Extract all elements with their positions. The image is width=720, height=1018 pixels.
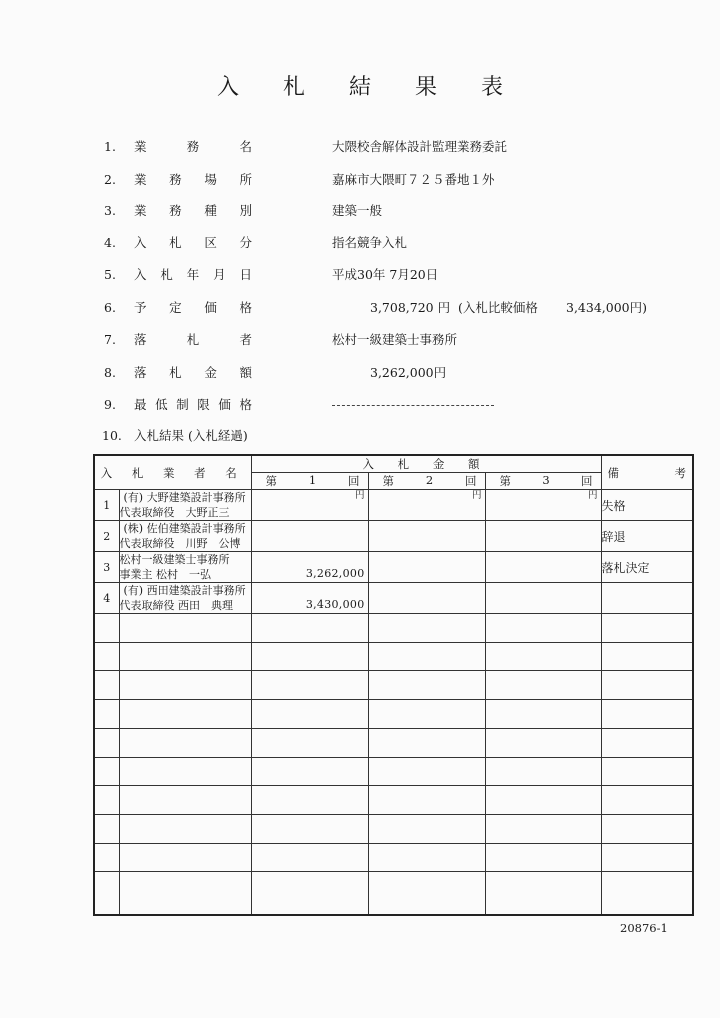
item-label: 落 札 者 bbox=[134, 332, 252, 347]
item-number: 1. bbox=[104, 139, 116, 154]
title-char: 結 bbox=[348, 75, 371, 100]
row-number: 2 bbox=[94, 521, 119, 552]
item-business-name bbox=[0, 137, 720, 157]
item-value: 嘉麻市大隈町７２５番地１外 bbox=[332, 172, 495, 187]
empty-row bbox=[94, 700, 693, 729]
header-round-3: 第 3 回 bbox=[485, 473, 601, 490]
item-value: 大隈校舎解体設計監理業務委託 bbox=[332, 139, 508, 154]
remark: 落札決定 bbox=[601, 552, 693, 583]
document-number: 20876-1 bbox=[620, 921, 668, 935]
item-label: 落 札 金 額 bbox=[134, 365, 252, 380]
item-number: 8. bbox=[104, 365, 116, 380]
empty-row bbox=[94, 614, 693, 643]
empty-row bbox=[94, 843, 693, 872]
item-bid-date bbox=[0, 265, 720, 285]
item-planned-price bbox=[0, 298, 720, 318]
row-number: 4 bbox=[94, 583, 119, 614]
row-number: 1 bbox=[94, 490, 119, 521]
bid-round-3 bbox=[485, 521, 601, 552]
header-round-1: 第 1 回 bbox=[251, 473, 368, 490]
comparison-price-label: (入札比較価格 bbox=[458, 300, 538, 315]
item-label: 業 務 種 別 bbox=[134, 203, 252, 218]
comparison-price-value: 3,434,000円) bbox=[566, 300, 647, 315]
item-label: 入札結果 (入札経過) bbox=[134, 428, 248, 443]
item-number: 2. bbox=[104, 172, 116, 187]
item-value: 指名競争入札 bbox=[332, 235, 408, 250]
item-business-type bbox=[0, 201, 720, 221]
table-row bbox=[94, 583, 693, 614]
item-number: 7. bbox=[104, 332, 116, 347]
item-value: 3,708,720 円 bbox=[370, 300, 451, 315]
bidder-name: (有) 西田建築設計事務所 代表取締役 西田 典理 bbox=[119, 583, 251, 614]
item-number: 5. bbox=[104, 267, 116, 282]
item-value: 平成30年 7月20日 bbox=[332, 267, 439, 282]
header-round-2: 第 2 回 bbox=[368, 473, 485, 490]
item-number: 9. bbox=[104, 397, 116, 412]
bidder-name: 松村一級建築士事務所 事業主 松村 一弘 bbox=[119, 552, 251, 583]
header-bid-amount: 入 札 金 額 bbox=[251, 455, 601, 473]
blank-dash-line bbox=[332, 405, 494, 406]
bid-round-3 bbox=[485, 583, 601, 614]
table-row bbox=[94, 521, 693, 552]
item-label: 業 務 場 所 bbox=[134, 172, 252, 187]
item-winning-amount bbox=[0, 363, 720, 383]
empty-row bbox=[94, 872, 693, 915]
bid-round-1 bbox=[251, 521, 368, 552]
empty-row bbox=[94, 786, 693, 815]
bid-round-2 bbox=[368, 583, 485, 614]
item-value: 建築一般 bbox=[332, 203, 383, 218]
bid-results-table bbox=[93, 454, 694, 916]
title-char: 入 bbox=[216, 75, 239, 100]
item-business-location bbox=[0, 170, 720, 190]
title-char: 表 bbox=[480, 75, 503, 100]
bid-round-1: 円 bbox=[251, 490, 368, 521]
empty-row bbox=[94, 671, 693, 700]
item-label: 入 札 区 分 bbox=[134, 235, 252, 250]
remark: 失格 bbox=[601, 490, 693, 521]
item-value: 松村一級建築士事務所 bbox=[332, 332, 458, 347]
item-minimum-price bbox=[0, 395, 720, 415]
table-row bbox=[94, 490, 693, 521]
item-winning-bidder bbox=[0, 330, 720, 350]
bidder-name: (株) 佐伯建築設計事務所 代表取締役 川野 公博 bbox=[119, 521, 251, 552]
bid-round-2: 円 bbox=[368, 490, 485, 521]
remark bbox=[601, 583, 693, 614]
item-number: 6. bbox=[104, 300, 116, 315]
bid-round-2 bbox=[368, 552, 485, 583]
bid-round-1: 3,430,000 bbox=[251, 583, 368, 614]
empty-row bbox=[94, 757, 693, 786]
header-bidder-name: 入 札 業 者 名 bbox=[94, 455, 251, 490]
bid-round-3: 円 bbox=[485, 490, 601, 521]
title-char: 札 bbox=[282, 75, 305, 100]
item-bid-results bbox=[0, 426, 720, 446]
bid-round-2 bbox=[368, 521, 485, 552]
bid-round-1: 3,262,000 bbox=[251, 552, 368, 583]
item-label: 予 定 価 格 bbox=[134, 300, 252, 315]
row-number: 3 bbox=[94, 552, 119, 583]
header-remarks: 備 考 bbox=[601, 455, 693, 490]
empty-row bbox=[94, 642, 693, 671]
item-number: 10. bbox=[102, 428, 122, 443]
empty-row bbox=[94, 814, 693, 843]
item-label: 入 札 年 月 日 bbox=[134, 267, 252, 282]
remark: 辞退 bbox=[601, 521, 693, 552]
title-char: 果 bbox=[414, 75, 437, 100]
item-number: 4. bbox=[104, 235, 116, 250]
item-value: 3,262,000円 bbox=[370, 365, 447, 380]
item-label: 最 低 制 限 価 格 bbox=[134, 397, 252, 412]
item-number: 3. bbox=[104, 203, 116, 218]
table-row bbox=[94, 552, 693, 583]
bid-round-3 bbox=[485, 552, 601, 583]
item-bid-category bbox=[0, 233, 720, 253]
item-list bbox=[0, 0, 720, 450]
item-label: 業 務 名 bbox=[134, 139, 252, 154]
bidder-name: (有) 大野建築設計事務所 代表取締役 大野正三 bbox=[119, 490, 251, 521]
empty-row bbox=[94, 728, 693, 757]
